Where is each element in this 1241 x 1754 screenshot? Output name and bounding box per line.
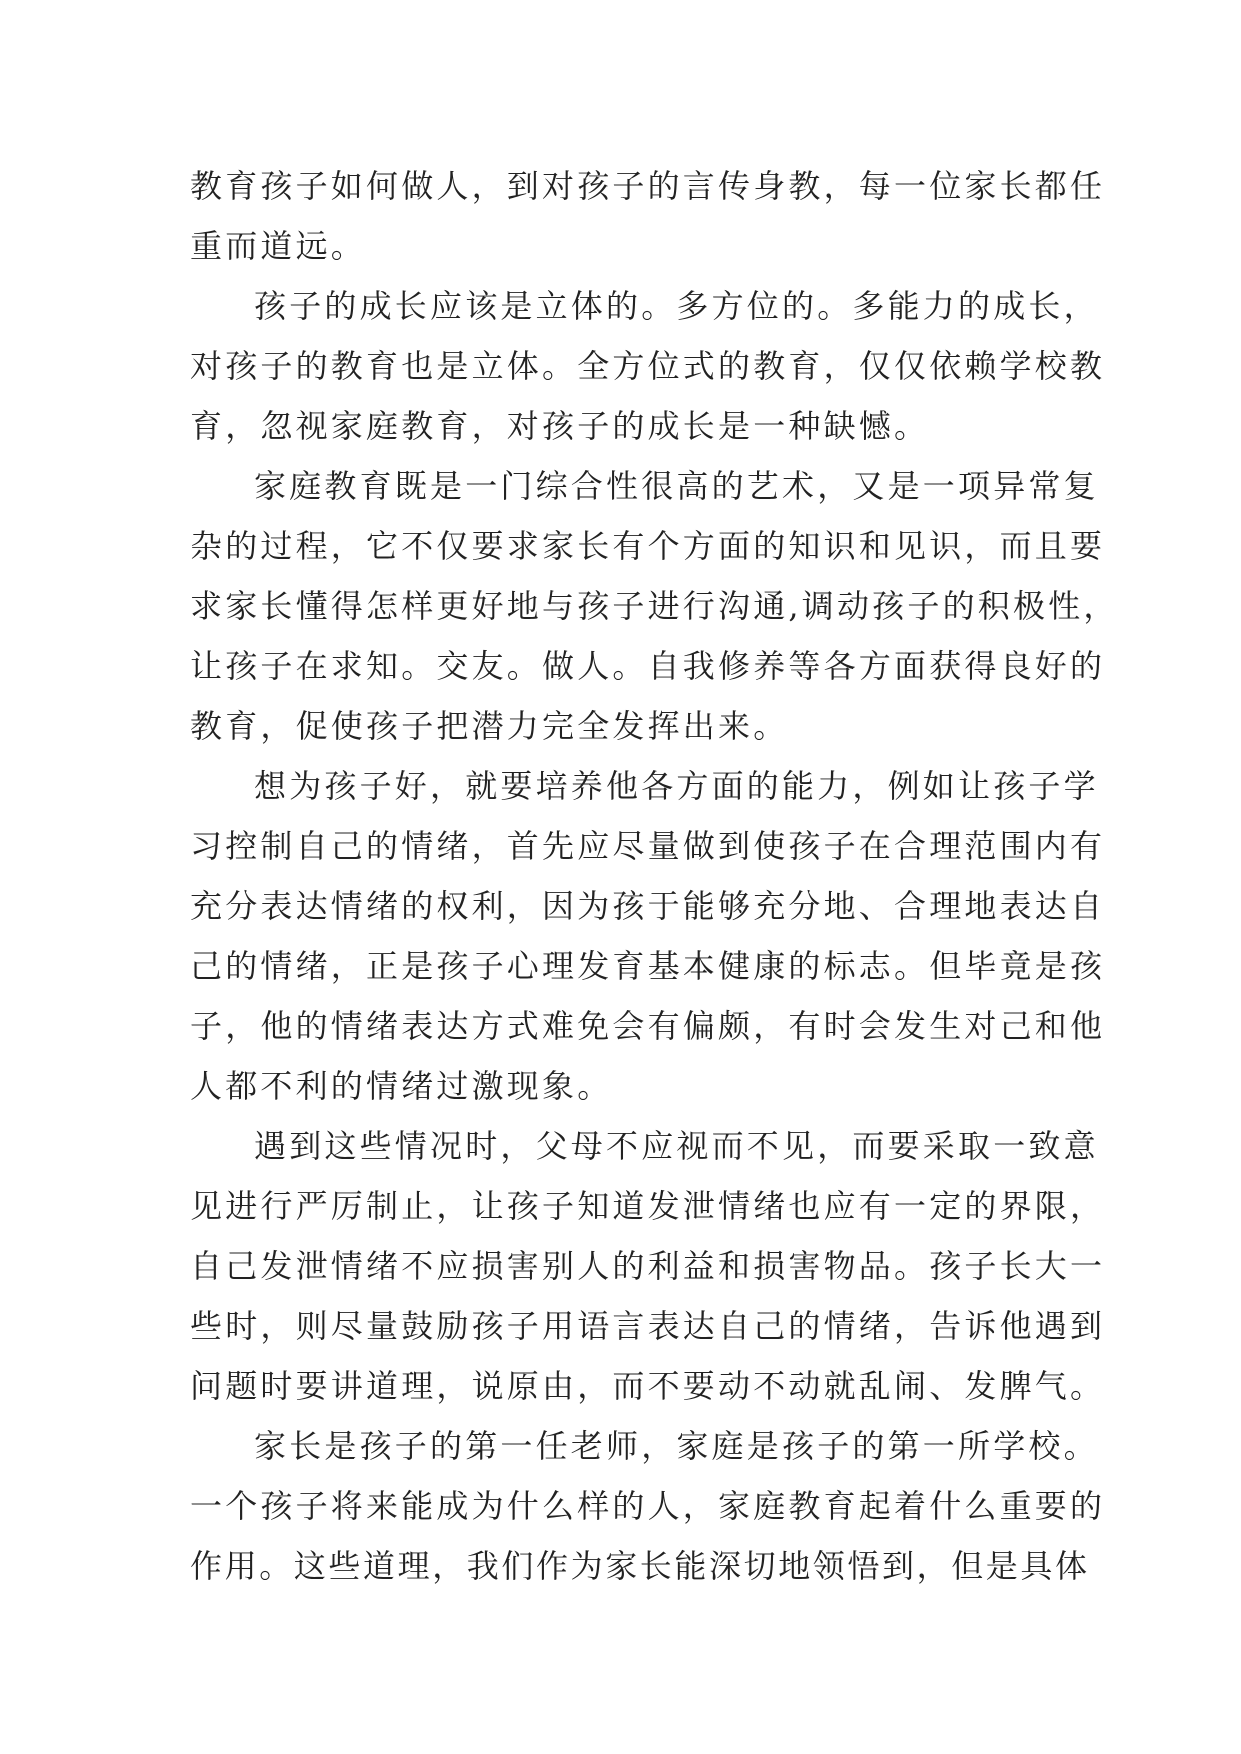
paragraph-start-line: 遇到这些情况时，父母不应视而不见，而要采取一致意: [254, 1127, 1099, 1165]
paragraph-start-line: 想为孩子好，就要培养他各方面的能力，例如让孩子学: [254, 767, 1099, 805]
text-line: 习控制自己的情绪，首先应尽量做到使孩子在合理范围内有: [190, 827, 1106, 865]
text-line: 重而道远。: [190, 227, 367, 265]
text-line: 自己发泄情绪不应损害别人的利益和损害物品。孩子长大一: [190, 1247, 1106, 1285]
body-text: [190, 156, 1119, 1596]
text-line: 一个孩子将来能成为什么样的人，家庭教育起着什么重要的: [190, 1487, 1106, 1525]
text-line: 子，他的情绪表达方式难免会有偏颇，有时会发生对己和他: [190, 1007, 1106, 1045]
text-line: 充分表达情绪的权利，因为孩于能够充分地、合理地表达自: [190, 887, 1106, 925]
paragraph-start-line: 家庭教育既是一门综合性很高的艺术，又是一项异常复: [254, 467, 1099, 505]
text-line: 育，忽视家庭教育，对孩子的成长是一种缺憾。: [190, 407, 930, 445]
text-line: 对孩子的教育也是立体。全方位式的教育，仅仅依赖学校教: [190, 347, 1106, 385]
text-line: 些时，则尽量鼓励孩子用语言表达自己的情绪，告诉他遇到: [190, 1307, 1106, 1345]
text-line: 作用。这些道理，我们作为家长能深切地领悟到，但是具体: [190, 1547, 1090, 1585]
text-line: 教育孩子如何做人，到对孩子的言传身教，每一位家长都任: [190, 167, 1106, 205]
text-line: 人都不利的情绪过激现象。: [190, 1067, 613, 1105]
text-line: 己的情绪，正是孩子心理发育基本健康的标志。但毕竟是孩: [190, 947, 1106, 985]
text-line: 见进行严厉制止，让孩子知道发泄情绪也应有一定的界限，: [190, 1187, 1106, 1225]
text-line: 求家长懂得怎样更好地与孩子进行沟通,调动孩子的积极性，: [190, 587, 1119, 625]
text-line: 杂的过程，它不仅要求家长有个方面的知识和见识，而且要: [190, 527, 1106, 565]
text-line: 让孩子在求知。交友。做人。自我修养等各方面获得良好的: [190, 647, 1106, 685]
text-line: 问题时要讲道理，说原由，而不要动不动就乱闹、发脾气。: [190, 1367, 1106, 1405]
text-line: 教育，促使孩子把潜力完全发挥出来。: [190, 707, 789, 745]
paragraph-start-line: 孩子的成长应该是立体的。多方位的。多能力的成长，: [254, 287, 1099, 325]
paragraph-start-line: 家长是孩子的第一任老师，家庭是孩子的第一所学校。: [254, 1427, 1099, 1465]
